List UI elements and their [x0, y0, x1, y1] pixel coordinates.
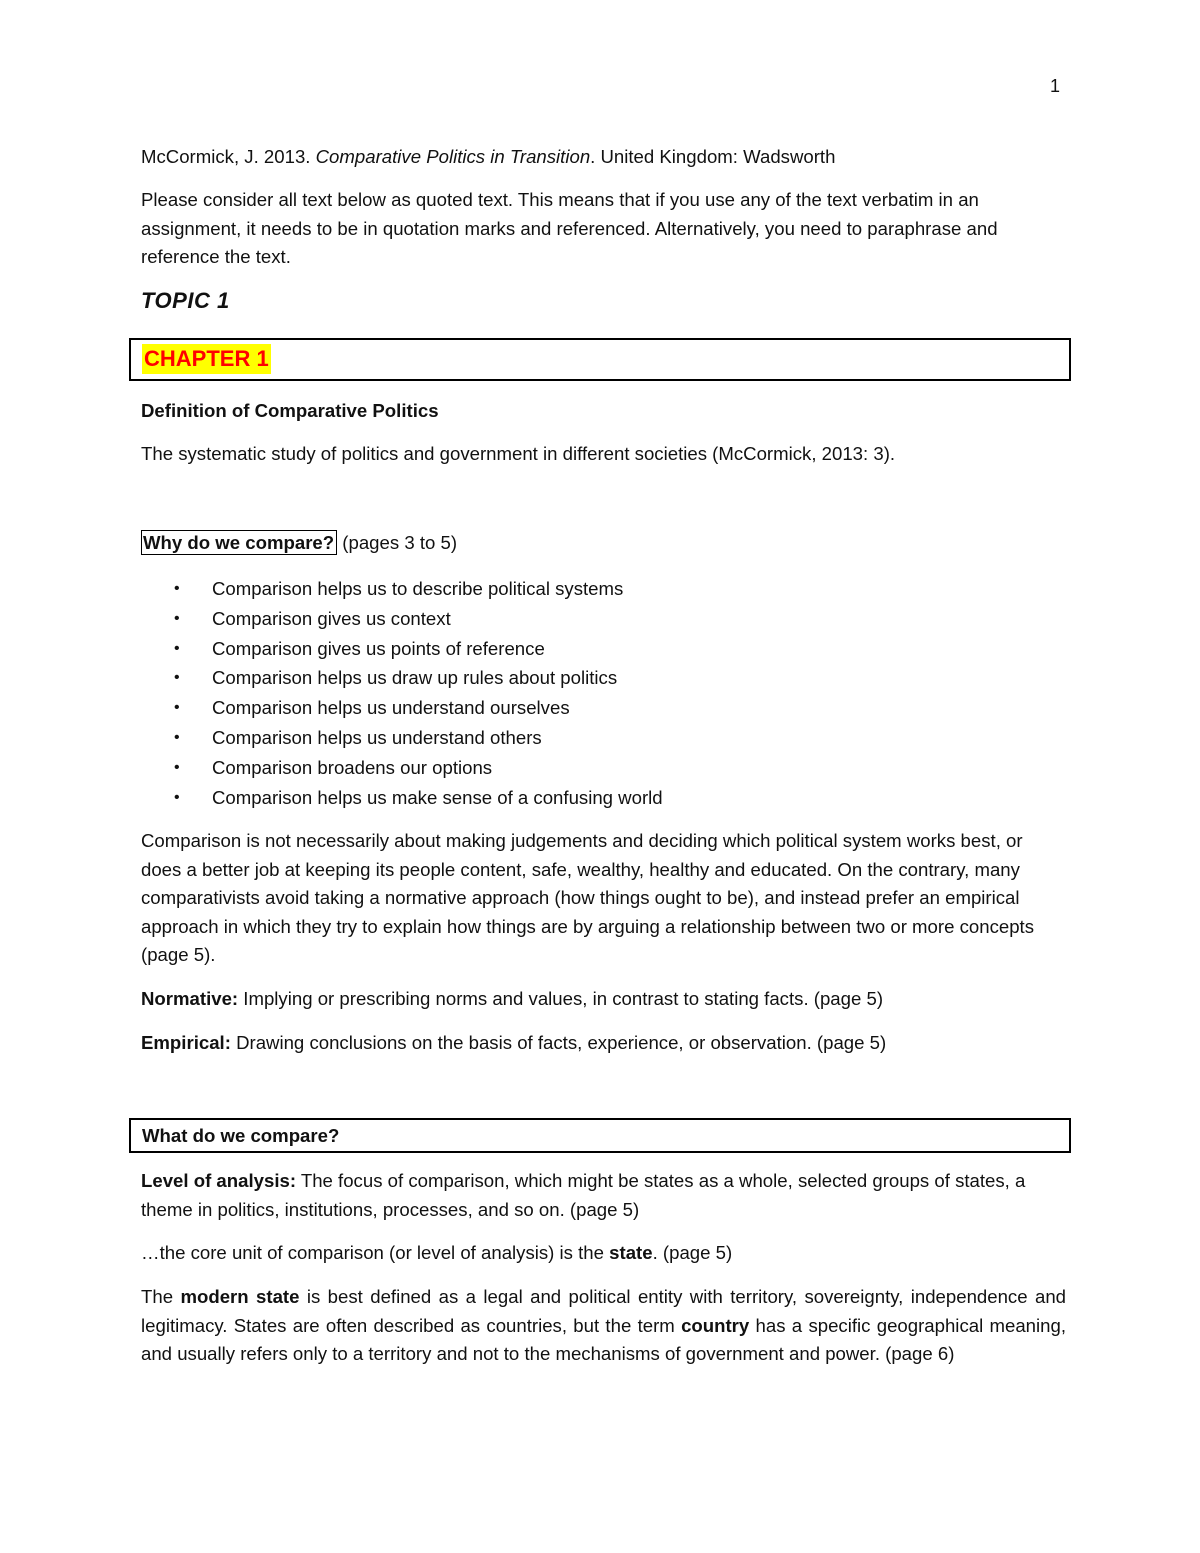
why-compare-heading [141, 529, 1066, 558]
list-item [141, 723, 1041, 753]
quoted-text-notice: Please consider all text below as quoted text. This means that if you use any of the text verbatim in an assignment, it needs to be in quotation marks and referenced. Alternatively, you need to paraphrase and reference the text. [141, 189, 998, 267]
list-item [141, 574, 1041, 604]
list-item-text: Comparison broadens our options [212, 756, 493, 778]
modern-state-mid: is best defined as a legal and political entity with territory, sovereignty, independence and legitimacy. States are often described as countries, but the term [141, 1286, 1066, 1336]
list-item-text: Comparison helps us understand others [212, 726, 542, 748]
core-unit-post: . (page 5) [652, 1242, 733, 1263]
bullet-icon: • [174, 669, 180, 687]
core-unit-statement [141, 1239, 1066, 1268]
why-compare-list [141, 574, 1041, 812]
citation-title: Comparative Politics in Transition [315, 146, 591, 167]
citation [141, 143, 1066, 172]
modern-state-term: modern state [180, 1286, 300, 1307]
list-item [141, 753, 1041, 783]
bullet-icon: • [174, 580, 180, 597]
normative-text: Implying or prescribing norms and values, in contrast to stating facts. (page 5) [238, 988, 884, 1009]
list-item [141, 663, 1041, 693]
why-compare-pages: (pages 3 to 5) [337, 532, 458, 553]
list-item-text: Comparison helps us make sense of a confusing world [212, 786, 663, 808]
list-item [141, 604, 1041, 634]
normative-definition [141, 985, 1066, 1014]
normative-term: Normative: [141, 988, 239, 1009]
list-item [141, 693, 1041, 723]
modern-state-post: has a specific geographical meaning, and usually refers only to a territory and not to the mechanisms of government and power. (page 6) [141, 1314, 1066, 1364]
level-of-analysis-text: The focus of comparison, which might be states as a whole, selected groups of states, a theme in politics, institutions, processes, and so on. (page 5) [141, 1170, 1026, 1220]
why-compare-label: Why do we compare? [141, 530, 337, 555]
core-unit-term: state [609, 1242, 653, 1263]
page-number: 1 [1049, 76, 1060, 96]
empirical-text: Drawing conclusions on the basis of facts, experience, or observation. (page 5) [230, 1032, 887, 1053]
core-unit-pre: …the core unit of comparison (or level of analysis) is the [141, 1242, 610, 1263]
list-item [141, 783, 1041, 813]
modern-state-paragraph [141, 1283, 1066, 1369]
country-term: country [681, 1314, 750, 1336]
empirical-term: Empirical: [141, 1032, 231, 1053]
bullet-icon: • [174, 639, 180, 657]
list-item [141, 634, 1041, 664]
citation-publisher: . United Kingdom: Wadsworth [590, 146, 836, 167]
what-compare-box [129, 1118, 1071, 1153]
modern-state-pre: The [141, 1286, 181, 1307]
level-of-analysis [141, 1167, 1066, 1224]
bullet-icon: • [174, 758, 180, 776]
empirical-definition [141, 1029, 1066, 1058]
list-item-text: Comparison helps us draw up rules about politics [212, 667, 618, 689]
definition-text: The systematic study of politics and government in different societies (McCormick, 2013: 3). [141, 443, 896, 464]
citation-author-year: McCormick, J. 2013. [141, 146, 316, 167]
what-compare-heading: What do we compare? [142, 1125, 340, 1146]
list-item-text: Comparison helps us understand ourselves [212, 697, 570, 719]
bullet-icon: • [174, 699, 180, 717]
list-item-text: Comparison helps us to describe political systems [212, 578, 624, 599]
topic-heading: TOPIC 1 [141, 288, 230, 313]
level-of-analysis-term: Level of analysis: [141, 1170, 297, 1191]
comparison-paragraph: Comparison is not necessarily about making judgements and deciding which political system works best, or does a better job at keeping its people content, safe, wealthy, healthy and educated. On the contrary, many comparativists avoid taking a normative approach (how things ought to be), and instead prefer an empirical approach in which they try to explain how things are by arguing a relationship between two or more concepts (page 5). [141, 830, 1035, 965]
list-item-text: Comparison gives us points of reference [212, 637, 545, 659]
list-item-text: Comparison gives us context [212, 607, 451, 629]
bullet-icon: • [174, 788, 180, 806]
chapter-heading: CHAPTER 1 [142, 344, 271, 374]
bullet-icon: • [174, 609, 180, 627]
bullet-icon: • [174, 728, 180, 746]
chapter-box [129, 338, 1071, 381]
definition-heading: Definition of Comparative Politics [141, 400, 439, 421]
